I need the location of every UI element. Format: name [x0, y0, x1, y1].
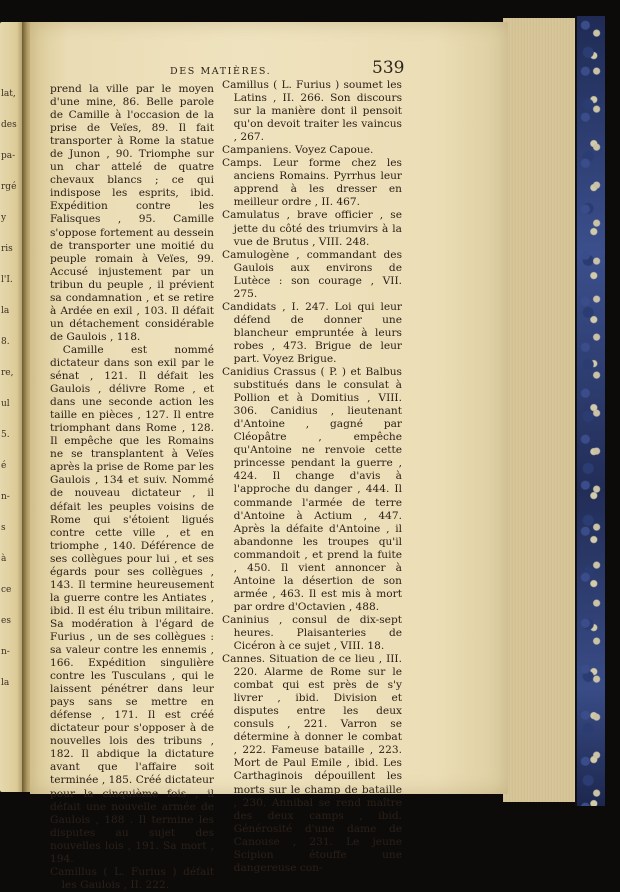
- facing-page-edge: [0, 22, 24, 792]
- index-entry: Camillus ( L. Furius ) défait les Gaulois , II. 222.: [50, 865, 214, 891]
- facing-page-fragment: es: [1, 616, 11, 626]
- facing-page-fragment: lat,: [1, 89, 16, 99]
- index-entry: Caninius , consul de dix-sept heures. Plaisanteries de Cicéron à ce sujet , VIII. 18.: [222, 613, 402, 653]
- index-entry: Camille est nommé dictateur dans son exil par le sénat , 121. Il défait les Gaulois , délivre Rome , et dans une seconde action les taille en pièces , 127. Il entre triomphant dans Rome , 128. Il empêche que les Romains ne se transplantent à Veïes après la prise de Rome par les Gaulois , 134 et suiv. Nommé de nouveau dictateur , il défait les peuples voisins de Rome qui s'étoient ligués contre cette ville , et en triomphe , 140. Déférence de ses collègues pour lui , et ses égards pour ses collègues , 143. Il termine heureusement la guerre contre les Antiates , ibid. Il est élu tribun militaire. Sa modération à l'égard de Furius , un de ses collègues : sa valeur contre les ennemis , 166. Expédition singulière contre les Tusculans , qui le laissent pénétrer dans leur pays sans se mettre en défense , 171. Il est créé dictateur pour s'opposer à de nouvelles lois des tribuns , 182. Il abdique la dictature avant que l'affaire soit terminée , 185. Créé dictateur pour la cinquième fois , il défait une nouvelle armée de Gaulois , 188 . Il termine les disputes au sujet des nouvelles lois , 191. Sa mort , 194.: [50, 343, 214, 865]
- index-column-left: [50, 83, 214, 892]
- facing-page-fragment: l'I.: [1, 275, 13, 285]
- facing-page-fragment: ris: [1, 244, 13, 254]
- facing-page-fragment: y: [1, 213, 7, 223]
- facing-page-fragment: 5.: [1, 430, 10, 440]
- index-entry: Camillus ( L. Furius ) soumet les Latins , II. 266. Son discours sur la manière dont il pensoit qu'on devoit traiter les vaincus , 267.: [222, 79, 402, 144]
- facing-page-fragment: ce: [1, 585, 12, 595]
- index-entry: prend la ville par le moyen d'une mine, 86. Belle parole de Camille à l'occasion de la prise de Veïes, 89. Il fait transporter à Rome la statue de Junon , 90. Triomphe sur un char attelé de quatre chevaux blancs ; ce qui indispose les esprits, ibid. Expédition contre les Falisques , 95. Camille s'oppose fortement au dessein de transporter une moitié du peuple romain à Veïes, 99. Accusé injustement par un tribun du peuple , il prévient sa condamnation , et se retire à Ardée en exil , 103. Il défait un détachement considérable de Gaulois , 118.: [50, 83, 214, 343]
- index-entry: Candidats , I. 247. Loi qui leur défend de donner une blancheur empruntée à leurs robes , 473. Brigue de leur part. Voyez Brigue.: [222, 300, 402, 365]
- facing-page-fragment: é: [1, 461, 7, 471]
- page-number: 539: [372, 58, 405, 78]
- facing-page-fragment: n-: [1, 492, 10, 502]
- facing-page-fragment: 8.: [1, 337, 10, 347]
- index-column-right: [222, 79, 402, 875]
- index-entry: Cannes. Situation de ce lieu , III. 220. Alarme de Rome sur le combat qui est près de s'y livrer , ibid. Division et disputes entre les deux consuls , 221. Varron se détermine à donner le combat , 222. Fameuse bataille , 223. Mort de Paul Emile , ibid. Les Carthaginois dépouillent les morts sur le champ de bataille , 230. Annibal se rend maître des deux camps , ibid. Générosité d'une dame de Canouse , 231. Le jeune Scipion étouffe une dangereuse con-: [222, 653, 402, 874]
- facing-page-fragment: s: [1, 523, 6, 533]
- running-title: DES MATIÈRES.: [170, 66, 272, 77]
- facing-page-fragment: à: [1, 554, 7, 564]
- index-entry: Camps. Leur forme chez les anciens Romains. Pyrrhus leur apprend à les dresser en meilleur ordre , II. 467.: [222, 157, 402, 209]
- marbled-cover: [575, 16, 605, 806]
- page-block-edge: [503, 18, 585, 802]
- index-entry: Canidius Crassus ( P. ) et Balbus substitués dans le consulat à Pollion et à Domitius , VIII. 306. Canidius , lieutenant d'Antoine , gagné par Cléopâtre , empêche qu'Antoine ne renvoie cette princesse pendant la guerre , 424. Il change d'avis à l'approche du danger , 444. Il commande l'armée de terre d'Antoine à Actium , 447. Après la défaite d'Antoine , il abandonne les troupes qu'il commandoit , et prend la fuite , 450. Il vient annoncer à Antoine la désertion de son armée , 463. Il est mis à mort par ordre d'Octavien , 488.: [222, 366, 402, 613]
- facing-page-fragment: la: [1, 306, 10, 316]
- facing-page-fragment: re,: [1, 368, 14, 378]
- facing-page-fragment: n-: [1, 647, 10, 657]
- index-entry: Camulogène , commandant des Gaulois aux environs de Lutèce : son courage , VII. 275.: [222, 248, 402, 300]
- facing-page-fragment: ul: [1, 399, 10, 409]
- index-entry: Campaniens. Voyez Capoue.: [222, 144, 374, 157]
- index-entry: Camulatus , brave officier , se jette du côté des triumvirs à la vue de Brutus , VIII. 248.: [222, 209, 402, 248]
- facing-page-fragment: pa-: [1, 151, 16, 161]
- facing-page-fragment: la: [1, 678, 10, 688]
- facing-page-fragment: rgé: [1, 182, 17, 192]
- facing-page-fragment: des: [1, 120, 17, 130]
